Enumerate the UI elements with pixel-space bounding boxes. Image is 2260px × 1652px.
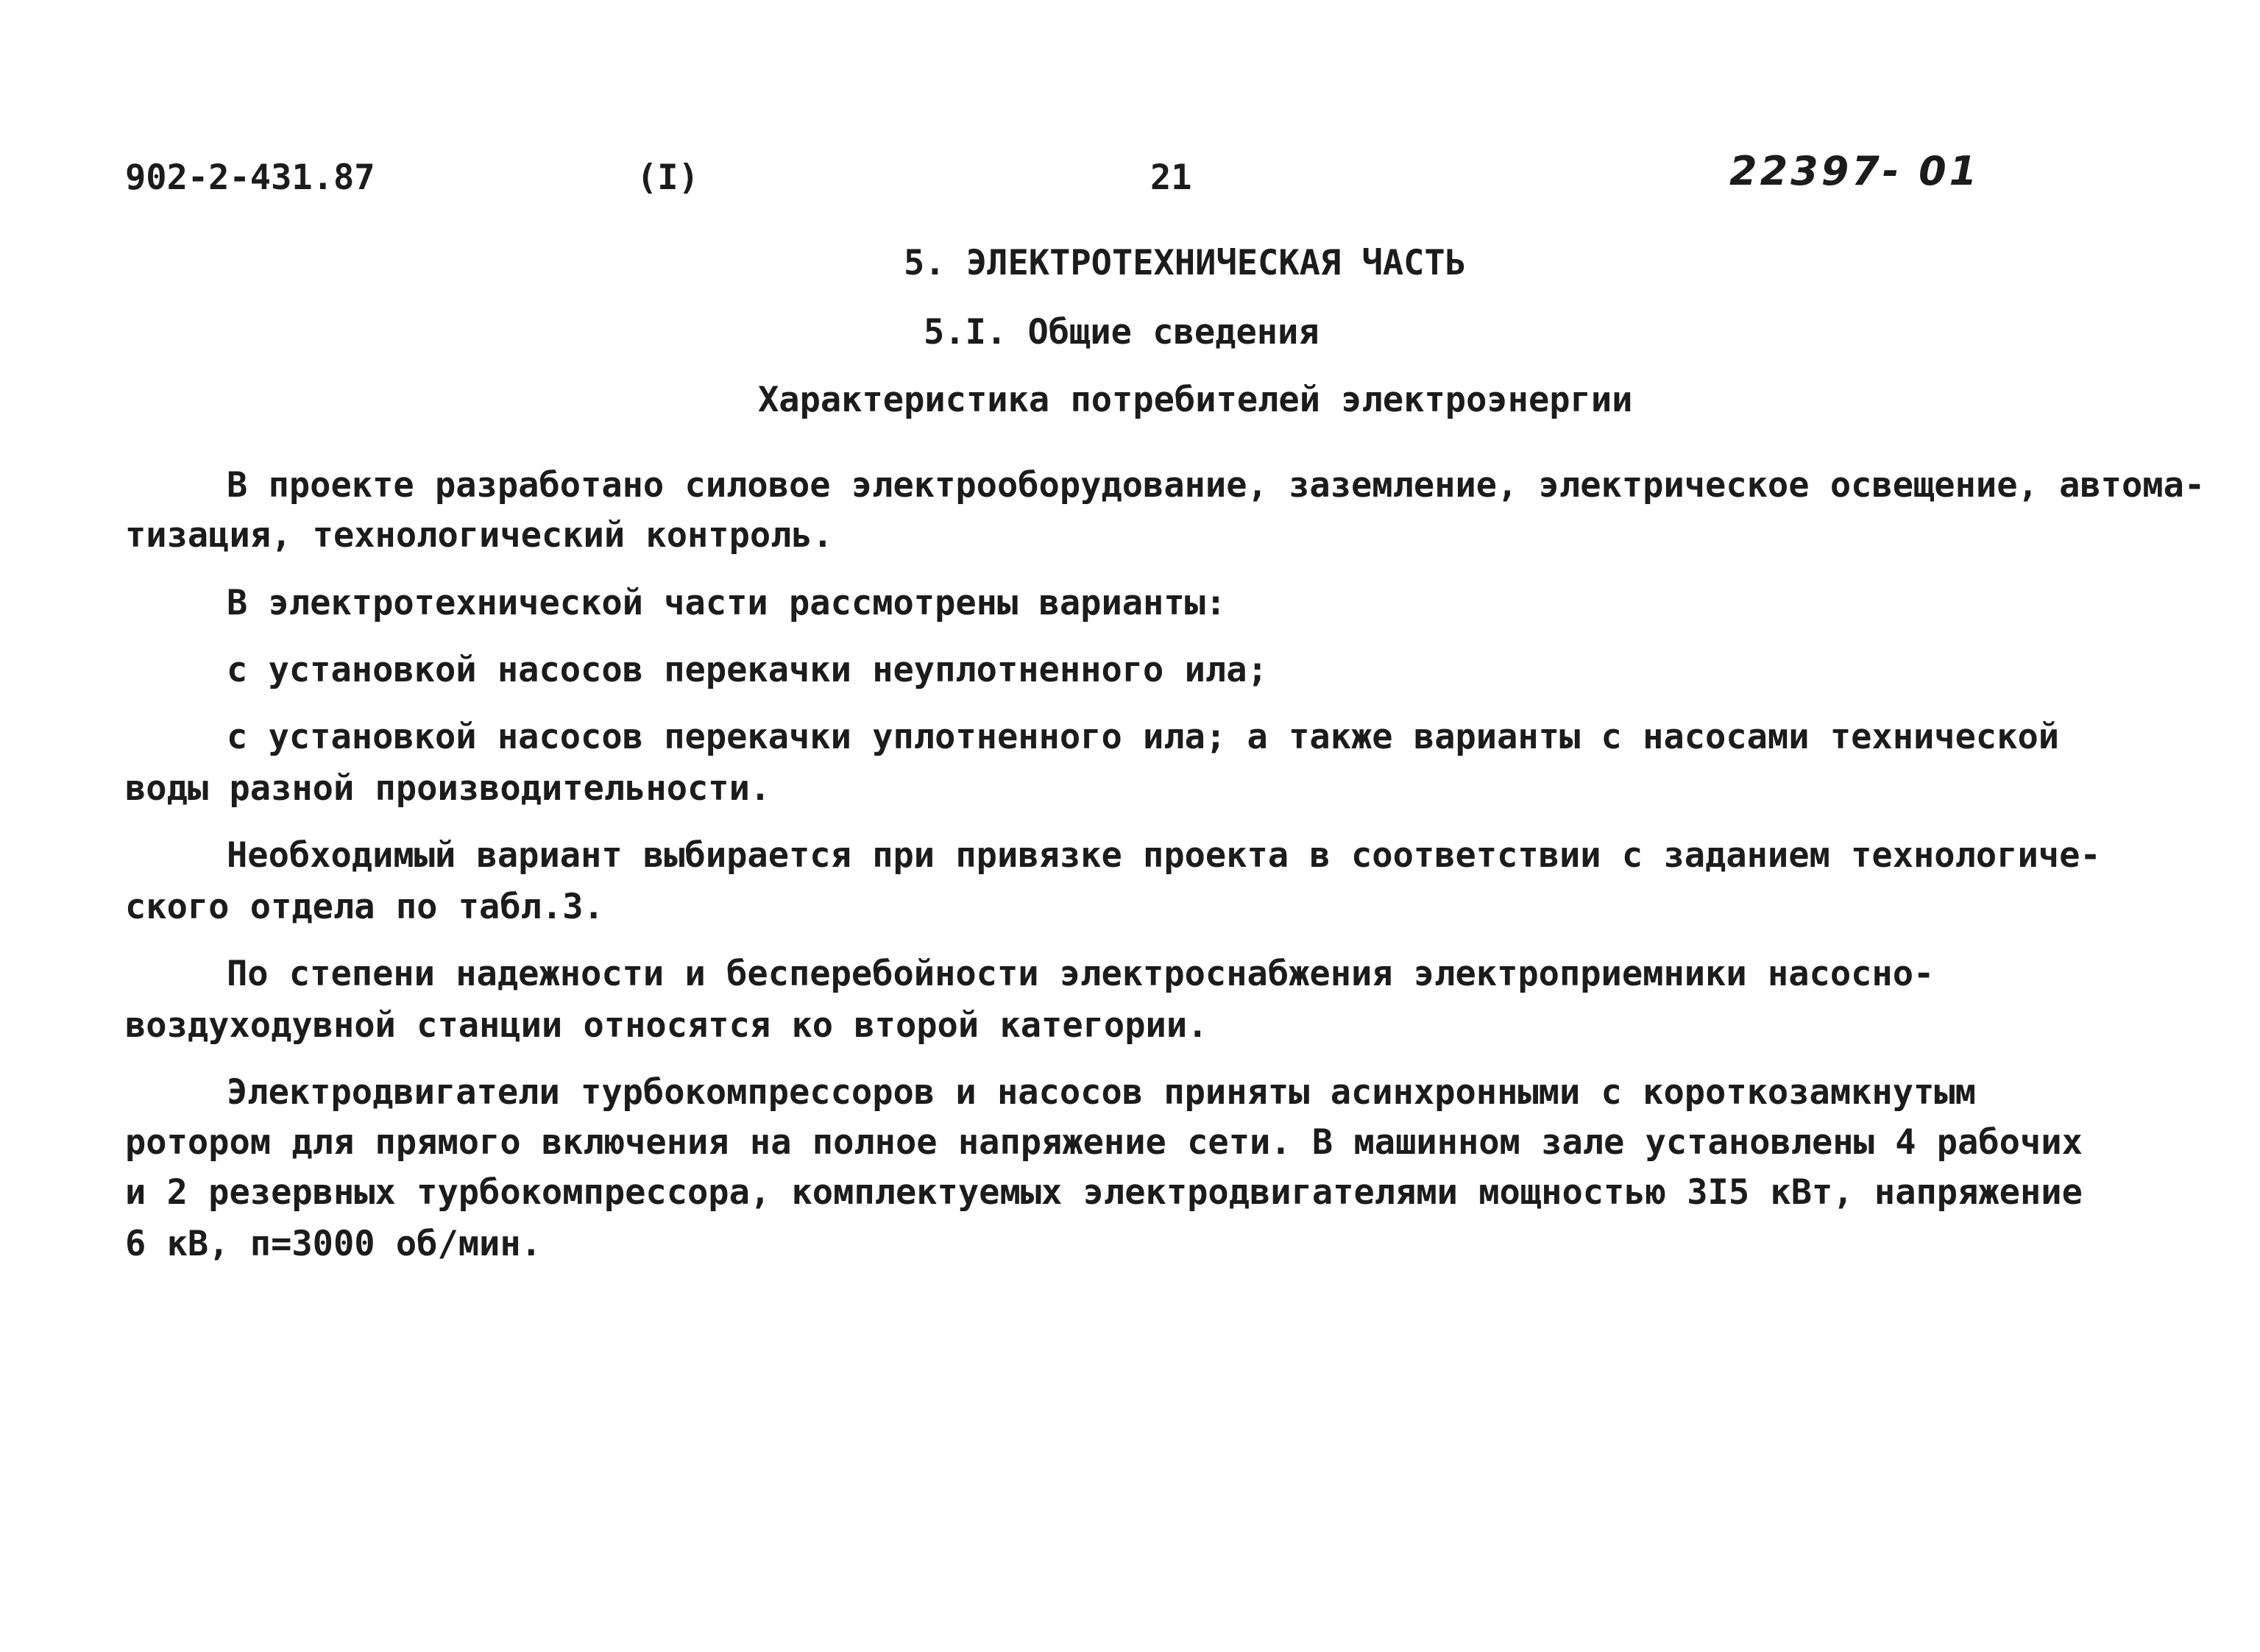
paragraph-line: В проекте разработано силовое электрооборудование, заземление, электрическое освещение, автома- [227, 465, 2206, 506]
paragraph-line: ского отдела по табл.3. [125, 887, 604, 927]
paragraph-line: По степени надежности и бесперебойности электроснабжения электроприемники насосно- [227, 954, 1935, 994]
paragraph-line: с установкой насосов перекачки неуплотненного ила; [227, 650, 1268, 690]
paragraph-line: ротором для прямого включения на полное напряжение сети. В машинном зале установлены 4 рабочих [125, 1122, 2083, 1163]
consumers-heading: Характеристика потребителей электроэнергии [758, 380, 1633, 420]
paragraph-line: 6 кВ, п=3000 об/мин. [125, 1224, 542, 1264]
paragraph-line: воздуходувной станции относятся ко второй категории. [125, 1005, 1208, 1046]
subsection-title: 5.I. Общие сведения [924, 312, 1319, 352]
paragraph-line: Электродвигатели турбокомпрессоров и насосов приняты асинхронными с короткозамкнутым [227, 1072, 1976, 1113]
paragraph-line: тизация, технологический контроль. [125, 515, 834, 556]
paragraph-line: Необходимый вариант выбирается при привязке проекта в соответствии с заданием технологиче- [227, 835, 2101, 876]
page-number: 21 [1150, 157, 1192, 198]
paragraph-line: воды разной производительности. [125, 768, 771, 809]
archive-number: 22397- 01 [1729, 148, 1980, 194]
section-title: 5. ЭЛЕКТРОТЕХНИЧЕСКАЯ ЧАСТЬ [904, 243, 1467, 283]
sheet-marker: (I) [637, 157, 699, 198]
paragraph-line: с установкой насосов перекачки уплотненного ила; а также варианты с насосами технической [227, 717, 2060, 757]
document-code: 902-2-431.87 [125, 157, 375, 198]
paragraph-line: и 2 резервных турбокомпрессора, комплектуемых электродвигателями мощностью 3I5 кВт, напряжение [125, 1172, 2083, 1213]
paragraph-line: В электротехнической части рассмотрены варианты: [227, 583, 1227, 623]
